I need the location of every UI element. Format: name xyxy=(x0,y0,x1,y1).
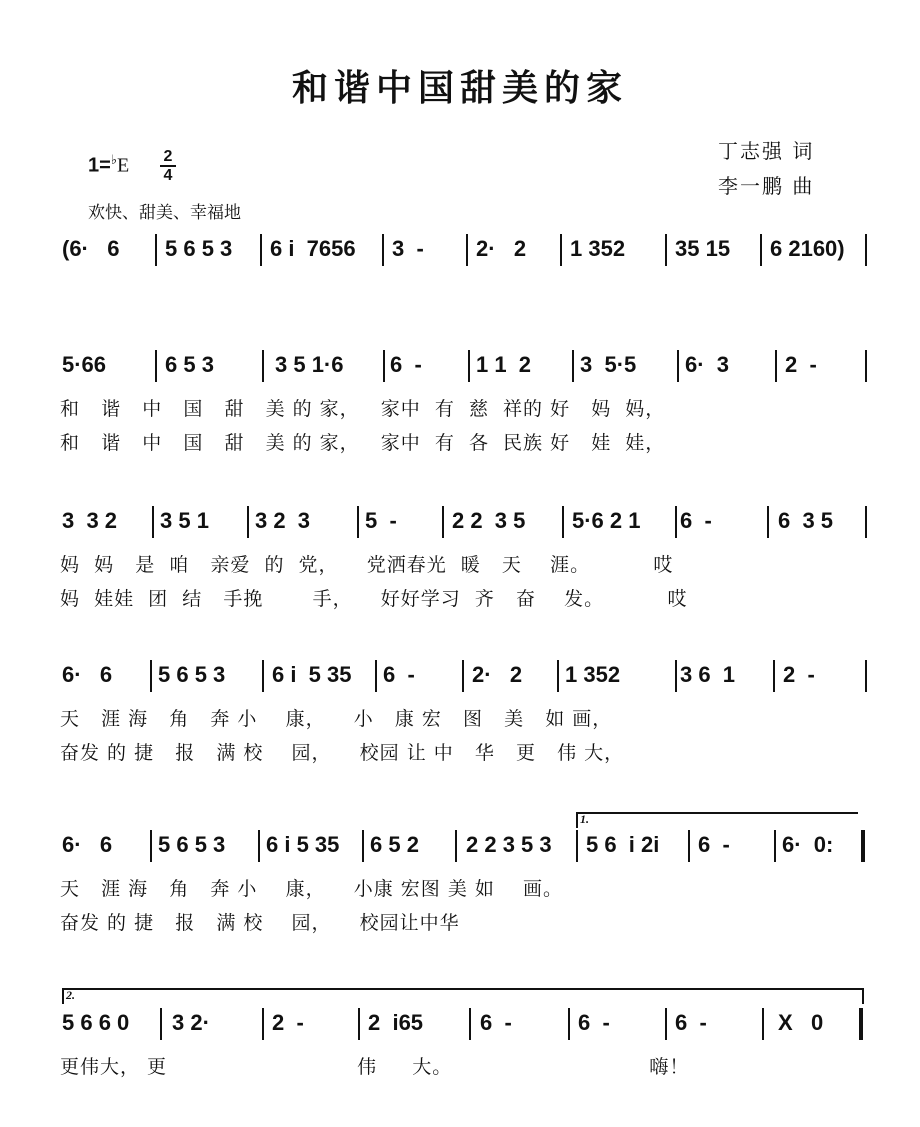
barline xyxy=(773,660,775,692)
measure-notes: 6 - xyxy=(680,508,712,533)
measure-notes: 5 6 5 3 xyxy=(158,832,226,857)
measure-notes: 5 6 i 2i xyxy=(586,832,660,857)
tempo-marking: 欢快、甜美、幸福地 xyxy=(88,203,241,223)
barline xyxy=(688,830,690,862)
lyrics-verse-1: 更伟大， 更 伟 大。 嗨！ xyxy=(60,1056,690,1078)
measure-notes: 2· 2 xyxy=(472,662,523,687)
measure-notes: 6 - xyxy=(480,1010,512,1035)
volta-number-2: 2. xyxy=(66,988,75,1002)
key-signature: 1=♭E xyxy=(88,152,130,177)
barline xyxy=(152,506,154,538)
barline xyxy=(455,830,457,862)
measure-notes: 6 i 5 35 xyxy=(272,662,352,687)
barline xyxy=(865,350,867,382)
measure-notes: 6 - xyxy=(675,1010,707,1035)
measure-notes: 2 2 3 5 3 xyxy=(466,832,552,857)
barline xyxy=(865,660,867,692)
measure-notes: 3 2· xyxy=(172,1010,210,1035)
measure-notes: 3 5 1·6 xyxy=(275,352,344,377)
measure-notes: 2 - xyxy=(783,662,815,687)
song-title: 和谐中国甜美的家 xyxy=(291,67,628,109)
barline xyxy=(160,1008,162,1040)
barline xyxy=(576,830,578,862)
volta-bracket-2 xyxy=(62,988,864,1004)
measure-notes: 1 1 2 xyxy=(476,352,532,377)
barline xyxy=(155,350,157,382)
barline xyxy=(383,350,385,382)
barline xyxy=(775,350,777,382)
composer-credit: 李一鹏 曲 xyxy=(718,174,815,198)
barline xyxy=(675,660,677,692)
measure-notes: 6 5 3 xyxy=(165,352,214,377)
measure-notes: 3 6 1 xyxy=(680,662,736,687)
barline xyxy=(568,1008,570,1040)
lyrics-verse-1: 和 谐 中 国 甜 美 的 家， 家中 有 慈 祥的 好 妈 妈， xyxy=(60,398,666,420)
measure-notes: 5 - xyxy=(365,508,397,533)
double-barline xyxy=(861,830,865,862)
lyrics-verse-2: 和 谐 中 国 甜 美 的 家， 家中 有 各 民族 好 娃 娃， xyxy=(60,432,666,454)
barline xyxy=(382,234,384,266)
barline xyxy=(155,234,157,266)
lyricist-credit: 丁志强 词 xyxy=(718,139,815,163)
measure-notes: 2 i65 xyxy=(368,1010,424,1035)
barline xyxy=(262,660,264,692)
barline xyxy=(150,660,152,692)
lyrics-verse-1: 天 涯 海 角 奔 小 康， 小 康 宏 图 美 如 画， xyxy=(60,708,613,730)
time-signature: 2 4 xyxy=(160,148,176,184)
barline xyxy=(865,506,867,538)
barline xyxy=(774,830,776,862)
measure-notes: 5 6 5 3 xyxy=(158,662,226,687)
measure-notes: 1 352 xyxy=(570,236,626,261)
measure-notes: 6· 6 xyxy=(62,832,113,857)
measure-notes: 3 5 1 xyxy=(160,508,209,533)
measure-notes: 3 - xyxy=(392,236,424,261)
measure-notes: 3 5·5 xyxy=(580,352,637,377)
barline xyxy=(150,830,152,862)
measure-notes: 6 - xyxy=(383,662,415,687)
volta-number-1: 1. xyxy=(580,812,589,826)
measure-notes: 5 6 5 3 xyxy=(165,236,233,261)
measure-notes: 2 - xyxy=(272,1010,304,1035)
measure-notes: 5·66 xyxy=(62,352,107,377)
measure-notes: 6 2160) xyxy=(770,236,845,261)
measure-notes: 1 352 xyxy=(565,662,621,687)
measure-notes: 6 i 7656 xyxy=(270,236,356,261)
barline xyxy=(557,660,559,692)
measure-notes: 6 i 5 35 xyxy=(266,832,340,857)
measure-notes: 35 15 xyxy=(675,236,731,261)
barline xyxy=(262,350,264,382)
barline xyxy=(677,350,679,382)
measure-notes: 5 6 6 0 xyxy=(62,1010,130,1035)
lyrics-verse-2: 妈 娃娃 团 结 手挽 手， 好好学习 齐 奋 发。 哎 xyxy=(60,588,688,610)
measure-notes: 6· 6 xyxy=(62,662,113,687)
barline xyxy=(258,830,260,862)
barline xyxy=(358,1008,360,1040)
barline xyxy=(466,234,468,266)
measure-notes: 2· 2 xyxy=(476,236,527,261)
measure-notes: 6 3 5 xyxy=(778,508,834,533)
measure-notes: 2 - xyxy=(785,352,817,377)
measure-notes: 2 2 3 5 xyxy=(452,508,526,533)
barline xyxy=(762,1008,764,1040)
lyrics-verse-2: 奋发 的 捷 报 满 校 园， 校园让中华 xyxy=(60,912,460,934)
measure-notes: 6· 3 xyxy=(685,352,730,377)
measure-notes: (6· 6 xyxy=(62,236,120,261)
barline xyxy=(442,506,444,538)
barline xyxy=(462,660,464,692)
measure-notes: 6· 0: xyxy=(782,832,834,857)
volta-bracket-1 xyxy=(576,812,858,828)
lyrics-verse-1: 妈 妈 是 咱 亲爱 的 党， 党洒春光 暖 天 涯。 哎 xyxy=(60,554,674,576)
lyrics-verse-2: 奋发 的 捷 报 满 校 园， 校园 让 中 华 更 伟 大， xyxy=(60,742,625,764)
measure-notes: X 0 xyxy=(778,1010,824,1035)
measure-notes: 6 - xyxy=(578,1010,610,1035)
barline xyxy=(675,506,677,538)
lyrics-verse-1: 天 涯 海 角 奔 小 康， 小康 宏图 美 如 画。 xyxy=(60,878,564,900)
barline xyxy=(247,506,249,538)
barline xyxy=(760,234,762,266)
barline xyxy=(865,234,867,266)
barline xyxy=(357,506,359,538)
measure-notes: 5·6 2 1 xyxy=(572,508,641,533)
barline xyxy=(260,234,262,266)
barline xyxy=(375,660,377,692)
barline xyxy=(469,1008,471,1040)
barline xyxy=(560,234,562,266)
measure-notes: 6 5 2 xyxy=(370,832,419,857)
measure-notes: 3 2 3 xyxy=(255,508,311,533)
barline xyxy=(767,506,769,538)
barline xyxy=(572,350,574,382)
barline xyxy=(468,350,470,382)
double-barline xyxy=(859,1008,863,1040)
barline xyxy=(665,1008,667,1040)
barline xyxy=(362,830,364,862)
measure-notes: 3 3 2 xyxy=(62,508,118,533)
measure-notes: 6 - xyxy=(698,832,730,857)
measure-notes: 6 - xyxy=(390,352,422,377)
barline xyxy=(665,234,667,266)
barline xyxy=(562,506,564,538)
barline xyxy=(262,1008,264,1040)
